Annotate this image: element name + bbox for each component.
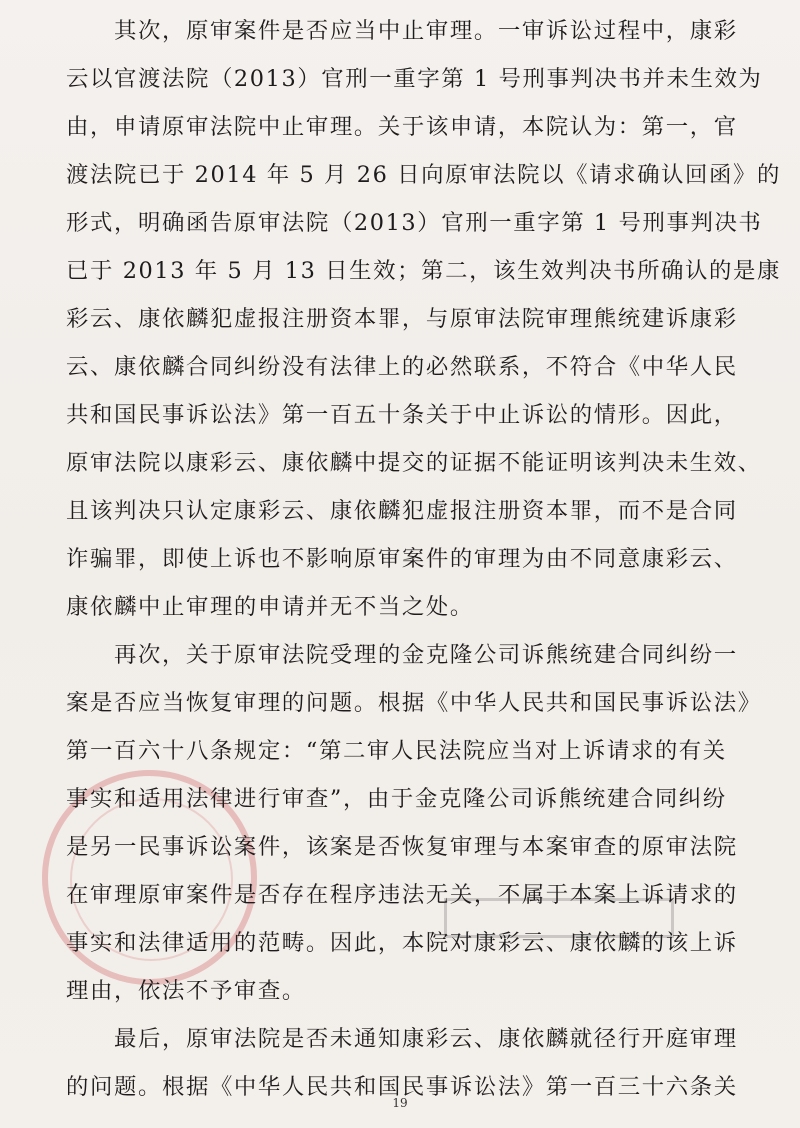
text-line: 最后，原审法院是否未通知康彩云、康依麟就径行开庭审理 (66, 1026, 738, 1052)
text-line: 形式，明确函告原审法院（2013）官刑一重字第 1 号刑事判决书 (66, 210, 763, 236)
page-number: 19 (392, 1096, 408, 1110)
text-line: 彩云、康依麟犯虚报注册资本罪，与原审法院审理熊统建诉康彩 (66, 306, 738, 332)
text-line: 原审法院以康彩云、康依麟中提交的证据不能证明该判决未生效、 (66, 450, 762, 476)
text-line: 在审理原审案件是否存在程序违法无关，不属于本案上诉请求的 (66, 882, 738, 908)
text-line: 事实和适用法律进行审查”，由于金克隆公司诉熊统建合同纠纷 (66, 786, 727, 812)
text-line: 共和国民事诉讼法》第一百五十条关于中止诉讼的情形。因此， (66, 402, 738, 428)
text-line: 是另一民事诉讼案件，该案是否恢复审理与本案审查的原审法院 (66, 834, 738, 860)
text-line: 第一百六十八条规定：“第二审人民法院应当对上诉请求的有关 (66, 738, 727, 764)
text-line: 康依麟中止审理的申请并无不当之处。 (66, 594, 474, 620)
text-line: 案是否应当恢复审理的问题。根据《中华人民共和国民事诉讼法》 (66, 690, 762, 716)
text-line: 渡法院已于 2014 年 5 月 26 日向原审法院以《请求确认回函》的 (66, 162, 782, 188)
text-line: 再次，关于原审法院受理的金克隆公司诉熊统建合同纠纷一 (66, 642, 738, 668)
text-line: 诈骗罪，即使上诉也不影响原审案件的审理为由不同意康彩云、 (66, 546, 738, 572)
text-line: 理由，依法不予审查。 (66, 978, 306, 1004)
text-line: 云、康依麟合同纠纷没有法律上的必然联系，不符合《中华人民 (66, 354, 738, 380)
text-line: 其次，原审案件是否应当中止审理。一审诉讼过程中，康彩 (66, 18, 738, 44)
text-line: 已于 2013 年 5 月 13 日生效；第二，该生效判决书所确认的是康 (66, 258, 782, 284)
text-line: 云以官渡法院（2013）官刑一重字第 1 号刑事判决书并未生效为 (66, 66, 763, 92)
text-line: 且该判决只认定康彩云、康依麟犯虚报注册资本罪，而不是合同 (66, 498, 738, 524)
text-line: 的问题。根据《中华人民共和国民事诉讼法》第一百三十六条关 (66, 1074, 738, 1100)
text-line: 事实和法律适用的范畴。因此，本院对康彩云、康依麟的该上诉 (66, 930, 738, 956)
text-line: 由，申请原审法院中止审理。关于该申请，本院认为：第一，官 (66, 114, 738, 140)
